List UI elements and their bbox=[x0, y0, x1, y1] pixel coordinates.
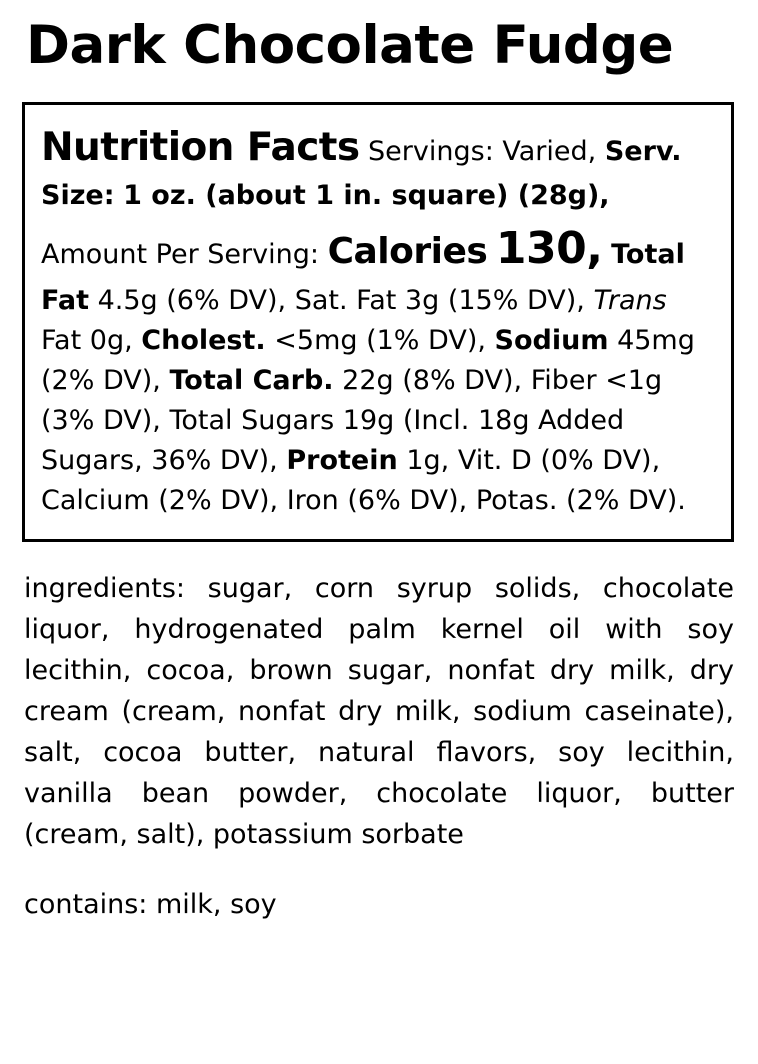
trans-fat-value: 0g, bbox=[89, 325, 133, 357]
ingredients-text: ingredients: sugar, corn syrup solids, chocolate liquor, hydrogenated palm kernel oil with soy lecithin, cocoa, brown sugar, nonfat dry milk, dry cream (cream, nonfat dry milk, sodium caseinate), salt, cocoa butter, natural flavors, soy lecithin, vanilla bean powder, chocolate liquor, butter (cream, salt), potassium sorbate bbox=[24, 573, 734, 851]
protein-value: 1g, bbox=[406, 445, 450, 477]
total-sugars-text: Total Sugars 19g (Incl. 18g Added Sugars, 36% DV), bbox=[41, 405, 625, 477]
serving-size-label: Serv. Size: bbox=[41, 135, 682, 212]
potassium-text: Potas. (2% DV). bbox=[475, 485, 686, 517]
nutrition-label-page bbox=[0, 15, 758, 1064]
amount-per-serving-label: Amount Per Serving: bbox=[41, 239, 319, 271]
vitamin-d-text: Vit. D (0% DV), bbox=[457, 445, 661, 477]
total-fat-value: 4.5g (6% DV), bbox=[97, 285, 287, 317]
contains-allergens-text: contains: milk, soy bbox=[24, 889, 277, 921]
calories-label: Calories bbox=[327, 231, 488, 273]
servings-text: Servings: Varied, bbox=[368, 135, 597, 167]
sodium-label: Sodium bbox=[494, 325, 609, 357]
cholesterol-label: Cholest. bbox=[141, 325, 266, 357]
iron-text: Iron (6% DV), bbox=[286, 485, 468, 517]
page-title: Dark Chocolate Fudge bbox=[26, 15, 674, 76]
cholesterol-value: <5mg (1% DV), bbox=[274, 325, 486, 357]
trans-fat-label-italic: Trans bbox=[593, 285, 667, 317]
trans-fat-label-rest: Fat bbox=[41, 325, 82, 357]
serving-size-value: 1 oz. (about 1 in. square) (28g), bbox=[123, 180, 610, 212]
total-carb-value: 22g (8% DV), bbox=[342, 365, 523, 397]
total-fat-label: Total Fat bbox=[41, 239, 685, 317]
protein-label: Protein bbox=[286, 445, 398, 477]
nutrition-facts-heading: Nutrition Facts bbox=[41, 124, 360, 170]
sat-fat-value: 3g (15% DV), bbox=[404, 285, 585, 317]
calcium-text: Calcium (2% DV), bbox=[41, 485, 279, 517]
total-carb-label: Total Carb. bbox=[169, 365, 334, 397]
nutrition-facts-text bbox=[41, 119, 715, 522]
fiber-text: Fiber <1g (3% DV), bbox=[41, 365, 663, 437]
nutrition-facts-panel bbox=[22, 102, 734, 543]
sodium-value: 45mg (2% DV), bbox=[41, 325, 695, 397]
sat-fat-label: Sat. Fat bbox=[294, 285, 397, 317]
calories-value: 130, bbox=[495, 223, 603, 275]
